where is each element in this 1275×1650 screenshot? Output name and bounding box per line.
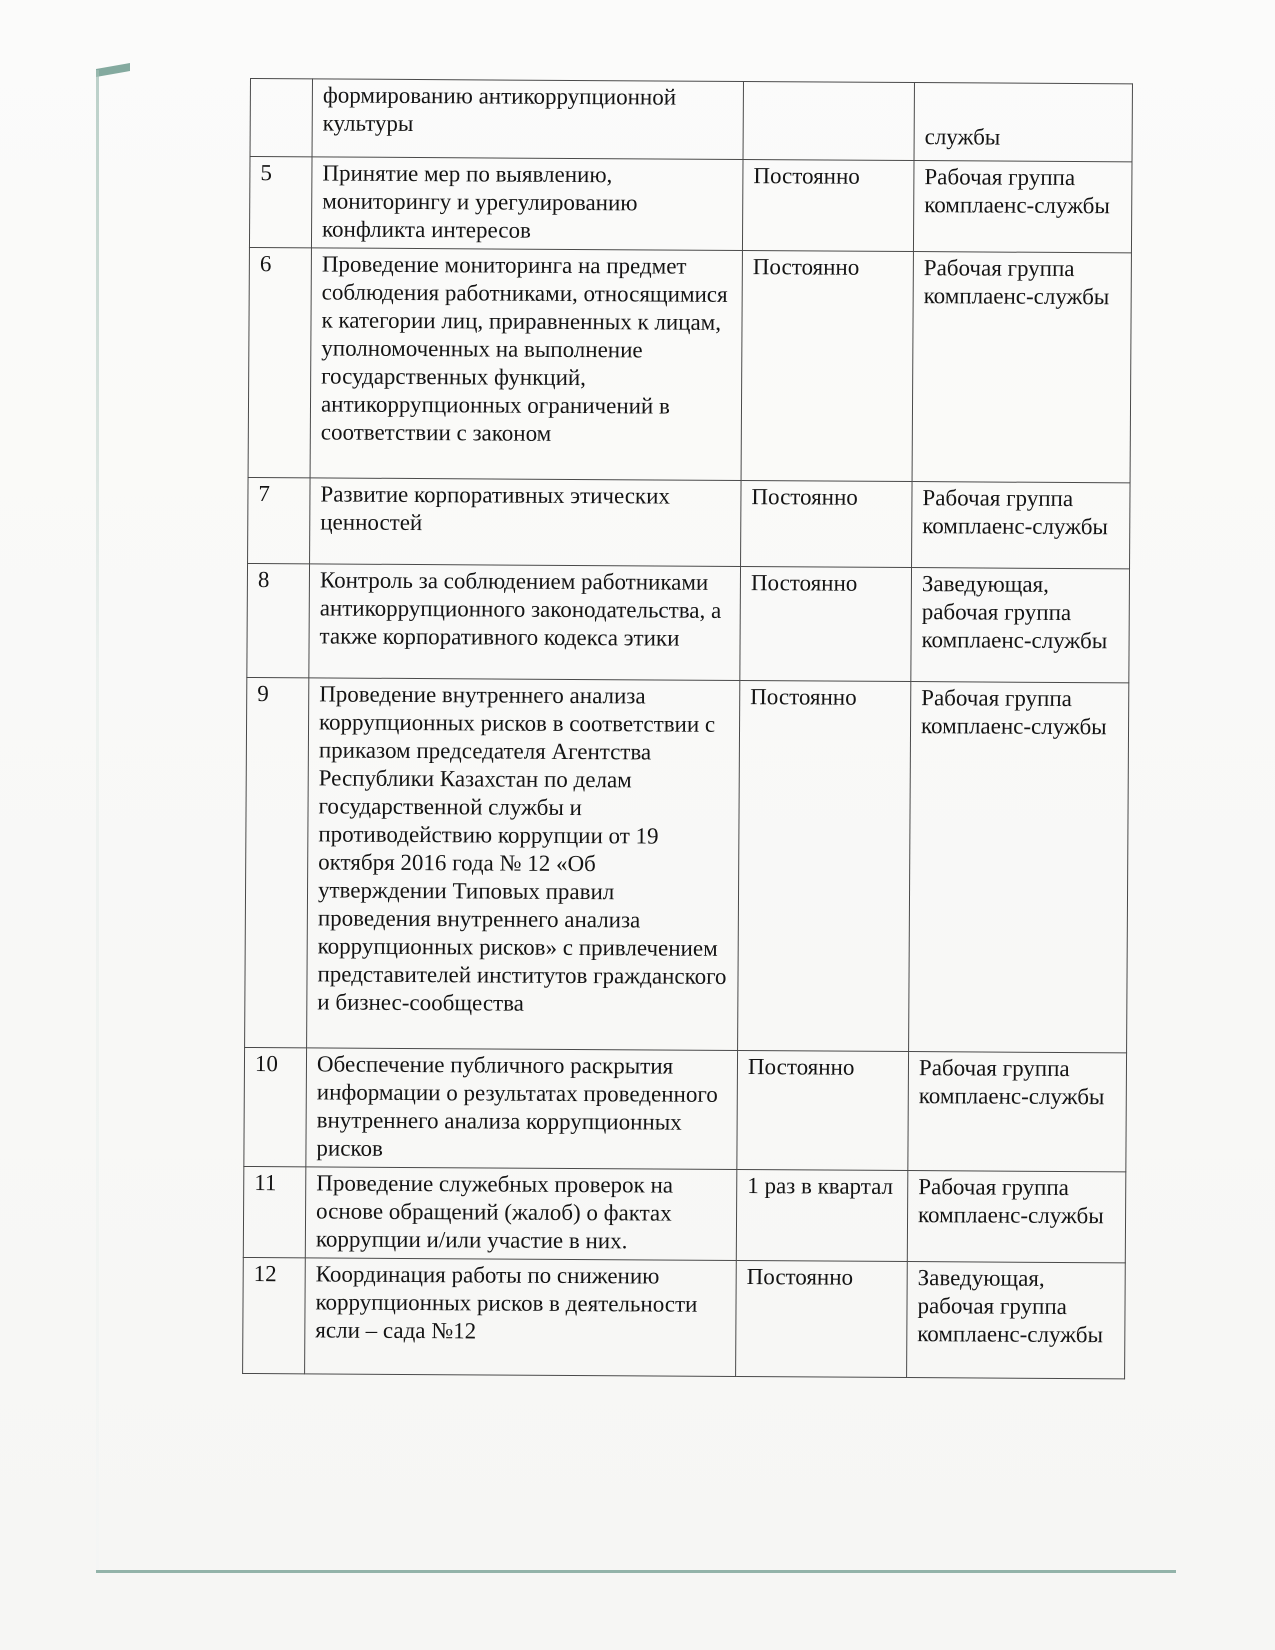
responsible-cell: службы bbox=[914, 83, 1132, 162]
row-number: 5 bbox=[249, 157, 312, 248]
term-cell: 1 раз в квартал bbox=[736, 1169, 908, 1261]
event-cell: Принятие мер по выявлению, мониторингу и урегулированию конфликта интересов bbox=[311, 157, 743, 251]
responsible-cell: Рабочая группа комплаенс-службы bbox=[912, 252, 1131, 483]
term-cell: Постоянно bbox=[742, 160, 914, 252]
row-number: 10 bbox=[244, 1047, 307, 1166]
term-cell: Постоянно bbox=[737, 1050, 909, 1170]
responsible-cell: Рабочая группа комплаенс-службы bbox=[912, 482, 1131, 569]
responsible-cell: Рабочая группа комплаенс-службы bbox=[909, 682, 1129, 1053]
row-number: 11 bbox=[243, 1166, 306, 1257]
term-cell: Постоянно bbox=[736, 1260, 908, 1377]
term-cell: Постоянно bbox=[741, 481, 913, 568]
scan-edge-bottom bbox=[96, 1570, 1176, 1573]
table-row bbox=[243, 1257, 1126, 1378]
table-row bbox=[248, 247, 1131, 482]
event-cell: Контроль за соблюдением работниками антикоррупционного законодательства, а также корпоративного кодекса этики bbox=[309, 564, 741, 681]
anticorruption-plan-table bbox=[242, 78, 1133, 1379]
responsible-cell: Рабочая группа комплаенс-службы bbox=[907, 1171, 1126, 1263]
row-number: 7 bbox=[248, 477, 311, 563]
table-row bbox=[244, 1047, 1127, 1171]
responsible-cell: Рабочая группа комплаенс-службы bbox=[913, 161, 1132, 253]
event-cell: Координация работы по снижению коррупционных рисков в деятельности ясли – сада №12 bbox=[305, 1258, 737, 1377]
event-cell: Проведение служебных проверок на основе обращений (жалоб) о фактах коррупции и/или участие в них. bbox=[305, 1167, 737, 1261]
row-number: 9 bbox=[245, 677, 309, 1047]
table-row bbox=[247, 563, 1130, 682]
table-row bbox=[243, 1166, 1126, 1262]
row-number: 6 bbox=[248, 247, 311, 477]
row-number: 12 bbox=[243, 1257, 306, 1373]
table-row bbox=[249, 157, 1132, 253]
term-cell: Постоянно bbox=[741, 251, 913, 482]
event-cell: Обеспечение публичного раскрытия информации о результатах проведенного внутреннего анализа коррупционных рисков bbox=[306, 1048, 738, 1170]
term-cell bbox=[743, 82, 914, 161]
event-cell: формированию антикоррупционной культуры bbox=[312, 79, 743, 160]
responsible-cell: Рабочая группа комплаенс-службы bbox=[908, 1052, 1127, 1172]
table-row bbox=[245, 677, 1129, 1052]
responsible-cell: Заведующая, рабочая группа комплаенс-службы bbox=[907, 1262, 1126, 1379]
event-cell: Развитие корпоративных этических ценностей bbox=[310, 478, 742, 567]
scan-edge-mark bbox=[96, 63, 130, 77]
term-cell: Постоянно bbox=[738, 681, 911, 1052]
table-row bbox=[250, 79, 1132, 162]
event-cell: Проведение внутреннего анализа коррупционных рисков в соответствии с приказом председателя Агентства Республики Казахстан по делам государственной службы и противодействию коррупции от 19 октября 2016 года № 12 «Об утверждении Типовых правил проведения внутреннего анализа коррупционных рисков» с привлечением представителей институтов гражданского и бизнес-сообщества bbox=[307, 678, 740, 1051]
term-cell: Постоянно bbox=[740, 567, 912, 682]
event-cell: Проведение мониторинга на предмет соблюдения работниками, относящимися к категории лиц, приравненных к лицам, уполномоченных на выполнение государственных функций, антикоррупционных ограничений в соответствии с законом bbox=[310, 248, 742, 481]
responsible-cell: Заведующая, рабочая группа комплаенс-службы bbox=[911, 568, 1130, 683]
row-number: 8 bbox=[247, 563, 310, 677]
table-row bbox=[248, 477, 1131, 568]
row-number bbox=[250, 79, 312, 157]
scan-edge-left bbox=[96, 70, 99, 1570]
